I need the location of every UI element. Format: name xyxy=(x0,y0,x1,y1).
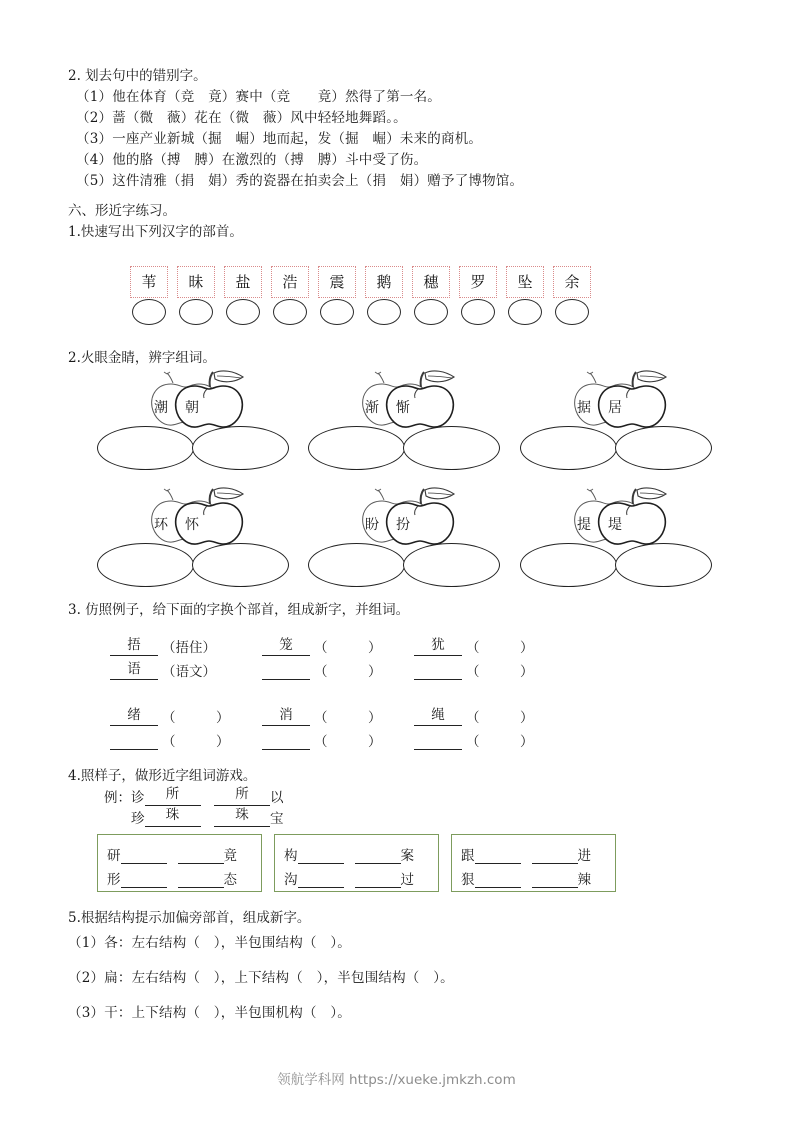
cross-out-heading: 2. 划去句中的错别字。 xyxy=(68,68,207,84)
radical-cell xyxy=(505,266,545,325)
radical-swap-char-blank[interactable]: 语 xyxy=(110,660,158,680)
radical-answer-circle[interactable] xyxy=(508,299,542,325)
word-game-box-row xyxy=(107,840,252,864)
radical-swap-word-parens[interactable]: （语文） xyxy=(162,664,216,680)
word-game-box xyxy=(274,834,439,892)
radical-swap-heading: 3. 仿照例子，给下面的字换个部首，组成新字，并组词。 xyxy=(68,602,410,618)
apple-answer-ellipses xyxy=(520,543,712,587)
word-game-box-tail-char: 案 xyxy=(400,848,414,864)
word-game-box-row xyxy=(107,864,252,888)
word-game-example-tail-char: 以 xyxy=(270,790,284,806)
answer-ellipse[interactable] xyxy=(192,426,289,470)
word-game-example-gap xyxy=(201,807,215,827)
radical-swap-column xyxy=(110,702,262,750)
answer-ellipse[interactable] xyxy=(615,543,712,587)
apple-word-group xyxy=(97,487,293,592)
word-game-box-blank[interactable] xyxy=(298,869,344,888)
word-game-box-row xyxy=(284,864,429,888)
radical-swap-row xyxy=(414,702,566,726)
structure-question: （1）各：左右结构（ ），半包围结构（ ）。 xyxy=(68,935,351,951)
radical-char: 苇 xyxy=(141,272,157,291)
radicals-heading: 1.快速写出下列汉字的部首。 xyxy=(68,224,243,240)
word-game-box-lead-char: 形 xyxy=(107,872,121,888)
radical-swap-column xyxy=(262,632,414,680)
answer-ellipse[interactable] xyxy=(403,426,500,470)
radical-char: 震 xyxy=(329,272,345,291)
word-game-example-blank[interactable]: 珠 xyxy=(145,807,201,827)
word-game-example-blank[interactable]: 珠 xyxy=(214,807,270,827)
radical-swap-column xyxy=(262,702,414,750)
apple-char-right: 堤 xyxy=(608,517,622,533)
apple-exercise-header xyxy=(68,348,216,369)
radical-char-box xyxy=(553,266,591,298)
word-game-box-tail-char: 过 xyxy=(400,872,414,888)
word-game-example-gap xyxy=(201,786,215,806)
radical-answer-circle[interactable] xyxy=(179,299,213,325)
radical-swap-header xyxy=(68,600,409,621)
radical-swap-column xyxy=(110,632,262,680)
word-game-box-lead-char: 构 xyxy=(284,848,298,864)
answer-ellipse[interactable] xyxy=(403,543,500,587)
apple-illustration xyxy=(560,487,680,549)
radical-swap-word-parens[interactable]: （ ） xyxy=(314,664,382,680)
radical-answer-circle[interactable] xyxy=(320,299,354,325)
apple-answer-ellipses xyxy=(520,426,712,470)
radical-answer-circle[interactable] xyxy=(273,299,307,325)
apple-char-left: 据 xyxy=(577,400,591,416)
radical-swap-word-parens[interactable]: （ ） xyxy=(314,734,382,750)
apple-word-group xyxy=(97,370,293,475)
word-game-box-lead-char: 跟 xyxy=(461,848,475,864)
apple-answer-ellipses xyxy=(97,426,289,470)
apple-char-left: 盼 xyxy=(365,517,379,533)
radical-swap-char-blank[interactable]: 捂 xyxy=(110,636,158,656)
apple-char-left: 提 xyxy=(577,517,591,533)
word-game-box-blank[interactable] xyxy=(178,845,224,864)
radical-swap-row xyxy=(262,632,414,656)
radical-swap-block xyxy=(110,632,566,680)
radical-answer-circle[interactable] xyxy=(414,299,448,325)
word-game-box xyxy=(97,834,262,892)
radical-swap-word-parens[interactable]: （ ） xyxy=(162,734,230,750)
apple-char-right: 居 xyxy=(608,400,622,416)
apple-word-group xyxy=(520,370,716,475)
apple-answer-ellipses xyxy=(308,426,500,470)
word-game-example-blank[interactable]: 所 xyxy=(214,786,270,806)
radical-char-box xyxy=(459,266,497,298)
word-game-box-tail-char: 竟 xyxy=(223,848,237,864)
radical-char: 昧 xyxy=(188,272,204,291)
similar-chars-heading: 六、形近字练习。 xyxy=(68,203,176,219)
word-game-box-lead-char: 狠 xyxy=(461,872,475,888)
word-game-heading: 4.照样子，做形近字组词游戏。 xyxy=(68,768,257,784)
radical-char-box xyxy=(506,266,544,298)
apple-heading: 2.火眼金睛，辨字组词。 xyxy=(68,350,216,366)
word-game-example-tail-char: 宝 xyxy=(270,811,284,827)
radical-answer-circle[interactable] xyxy=(461,299,495,325)
radical-swap-char-blank[interactable] xyxy=(110,730,158,750)
radical-swap-char-blank[interactable]: 绪 xyxy=(110,706,158,726)
structure-heading: 5.根据结构提示加偏旁部首，组成新字。 xyxy=(68,910,311,926)
radical-answer-circle[interactable] xyxy=(555,299,589,325)
word-game-box-blank[interactable] xyxy=(475,845,521,864)
radical-answer-circle[interactable] xyxy=(132,299,166,325)
radical-char: 鹅 xyxy=(376,272,392,291)
apple-char-right: 扮 xyxy=(396,517,410,533)
radical-swap-word-parens[interactable]: （ ） xyxy=(466,710,534,726)
apple-answer-ellipses xyxy=(97,543,289,587)
radical-swap-row xyxy=(262,702,414,726)
radical-swap-row xyxy=(414,726,566,750)
word-game-box xyxy=(451,834,616,892)
radical-char-box xyxy=(271,266,309,298)
word-game-box-blank[interactable] xyxy=(532,845,578,864)
radical-swap-row xyxy=(110,656,262,680)
radical-cell xyxy=(223,266,263,325)
answer-ellipse[interactable] xyxy=(615,426,712,470)
word-game-box-blank[interactable] xyxy=(532,869,578,888)
radical-swap-word-parens[interactable]: （ ） xyxy=(314,640,382,656)
radical-answer-circle[interactable] xyxy=(226,299,260,325)
radical-swap-row xyxy=(110,632,262,656)
radical-swap-row xyxy=(110,726,262,750)
radical-swap-char-blank[interactable]: 消 xyxy=(262,706,310,726)
word-game-example xyxy=(104,785,284,827)
word-game-box-row xyxy=(284,840,429,864)
radical-swap-word-parens[interactable]: （捂住） xyxy=(162,640,216,656)
radical-cell xyxy=(270,266,310,325)
word-game-box-blank[interactable] xyxy=(121,869,167,888)
footer-watermark: 领航学科网 https://xueke.jmkzh.com xyxy=(277,1072,516,1088)
word-game-example-blank[interactable]: 所 xyxy=(145,786,201,806)
word-game-example-label xyxy=(104,807,131,827)
similar-chars-section-header xyxy=(68,201,243,243)
word-game-example-row xyxy=(104,785,284,806)
radical-swap-word-parens[interactable]: （ ） xyxy=(466,664,534,680)
word-game-box-blank[interactable] xyxy=(355,869,401,888)
apple-char-right: 怀 xyxy=(185,517,199,533)
structure-question: （3）干：上下结构（ ），半包围机构（ ）。 xyxy=(68,1005,351,1021)
answer-ellipse[interactable] xyxy=(520,426,617,470)
radical-char-box xyxy=(177,266,215,298)
answer-ellipse[interactable] xyxy=(97,543,194,587)
radical-char: 罗 xyxy=(470,272,486,291)
radical-answer-circle[interactable] xyxy=(367,299,401,325)
cross-out-item: （1）他在体育（竞 竟）赛中（竞 竟）然得了第一名。 xyxy=(76,89,441,105)
word-game-box-blank[interactable] xyxy=(475,869,521,888)
apple-char-left: 环 xyxy=(154,517,168,533)
apple-char-left: 渐 xyxy=(365,400,379,416)
radical-swap-row xyxy=(262,656,414,680)
word-game-box-tail-char: 进 xyxy=(577,848,591,864)
apple-char-right: 惭 xyxy=(396,400,410,416)
radical-char-box xyxy=(224,266,262,298)
cross-out-item: （2）蔷（微 薇）花在（微 薇）风中轻轻地舞蹈。。 xyxy=(76,110,407,126)
apple-illustration xyxy=(137,487,257,549)
cross-out-item: （3）一座产业新城（掘 崛）地而起，发（掘 崛）未来的商机。 xyxy=(76,131,483,147)
answer-ellipse[interactable] xyxy=(97,426,194,470)
apple-char-right: 朝 xyxy=(185,400,199,416)
word-game-box-blank[interactable] xyxy=(355,845,401,864)
radical-swap-row xyxy=(110,702,262,726)
radical-char-box xyxy=(365,266,403,298)
word-game-box-blank[interactable] xyxy=(298,845,344,864)
word-game-example-row xyxy=(104,806,284,827)
radical-swap-row xyxy=(262,726,414,750)
cross-out-section xyxy=(68,66,523,192)
word-game-example-lead-char: 珍 xyxy=(131,811,145,827)
word-game-example-label: 例： xyxy=(104,790,131,806)
radicals-row xyxy=(129,266,592,325)
apple-illustration xyxy=(137,370,257,432)
radical-swap-char-blank[interactable] xyxy=(414,660,462,680)
answer-ellipse[interactable] xyxy=(308,543,405,587)
word-game-box-blank[interactable] xyxy=(121,845,167,864)
radical-swap-char-blank[interactable] xyxy=(414,730,462,750)
radical-swap-char-blank[interactable]: 绳 xyxy=(414,706,462,726)
radical-cell xyxy=(364,266,404,325)
radical-char-box xyxy=(318,266,356,298)
cross-out-item: （5）这件清雅（捐 娟）秀的瓷器在拍卖会上（捐 娟）赠予了博物馆。 xyxy=(76,173,524,189)
radical-swap-block xyxy=(110,702,566,750)
word-game-box-row xyxy=(461,840,606,864)
apple-answer-ellipses xyxy=(308,543,500,587)
apple-word-group xyxy=(520,487,716,592)
radical-char-box xyxy=(412,266,450,298)
radical-cell xyxy=(411,266,451,325)
apple-word-group xyxy=(308,370,504,475)
radical-char: 坠 xyxy=(517,272,533,291)
radical-swap-char-blank[interactable]: 犹 xyxy=(414,636,462,656)
radical-char: 浩 xyxy=(282,272,298,291)
radical-swap-exercise xyxy=(110,632,566,750)
radical-char: 余 xyxy=(564,272,580,291)
radical-cell xyxy=(552,266,592,325)
apple-illustration xyxy=(348,487,468,549)
radical-swap-word-parens[interactable]: （ ） xyxy=(314,710,382,726)
radical-cell xyxy=(129,266,169,325)
radical-swap-word-parens[interactable]: （ ） xyxy=(466,734,534,750)
radical-cell xyxy=(176,266,216,325)
radical-char: 盐 xyxy=(235,272,251,291)
word-game-box-blank[interactable] xyxy=(178,869,224,888)
word-game-example-lead-char: 诊 xyxy=(131,790,145,806)
apple-word-group xyxy=(308,487,504,592)
apple-illustration xyxy=(560,370,680,432)
radical-swap-word-parens[interactable]: （ ） xyxy=(466,640,534,656)
word-game-box-tail-char: 态 xyxy=(223,872,237,888)
radical-swap-row xyxy=(414,656,566,680)
word-game-boxes xyxy=(97,834,616,892)
structure-question: （2）扁：左右结构（ ），上下结构（ ），半包围结构（ ）。 xyxy=(68,970,454,986)
apple-char-left: 潮 xyxy=(154,400,168,416)
cross-out-item: （4）他的胳（搏 膊）在激烈的（搏 膊）斗中受了伤。 xyxy=(76,152,428,168)
radical-cell xyxy=(458,266,498,325)
word-game-box-row xyxy=(461,864,606,888)
radical-swap-char-blank[interactable] xyxy=(262,660,310,680)
radical-swap-column xyxy=(414,702,566,750)
radical-char-box xyxy=(130,266,168,298)
word-game-header xyxy=(68,766,256,787)
radical-swap-char-blank[interactable]: 笼 xyxy=(262,636,310,656)
radical-swap-row xyxy=(414,632,566,656)
word-game-box-lead-char: 沟 xyxy=(284,872,298,888)
word-game-box-lead-char: 研 xyxy=(107,848,121,864)
radical-swap-column xyxy=(414,632,566,680)
radicals-exercise xyxy=(129,266,592,325)
apple-illustration xyxy=(348,370,468,432)
structure-exercise xyxy=(68,908,454,1024)
radical-char: 穗 xyxy=(423,272,439,291)
radical-cell xyxy=(317,266,357,325)
radical-swap-word-parens[interactable]: （ ） xyxy=(162,710,230,726)
answer-ellipse[interactable] xyxy=(308,426,405,470)
radical-swap-char-blank[interactable] xyxy=(262,730,310,750)
answer-ellipse[interactable] xyxy=(520,543,617,587)
answer-ellipse[interactable] xyxy=(192,543,289,587)
word-game-box-tail-char: 辣 xyxy=(577,872,591,888)
